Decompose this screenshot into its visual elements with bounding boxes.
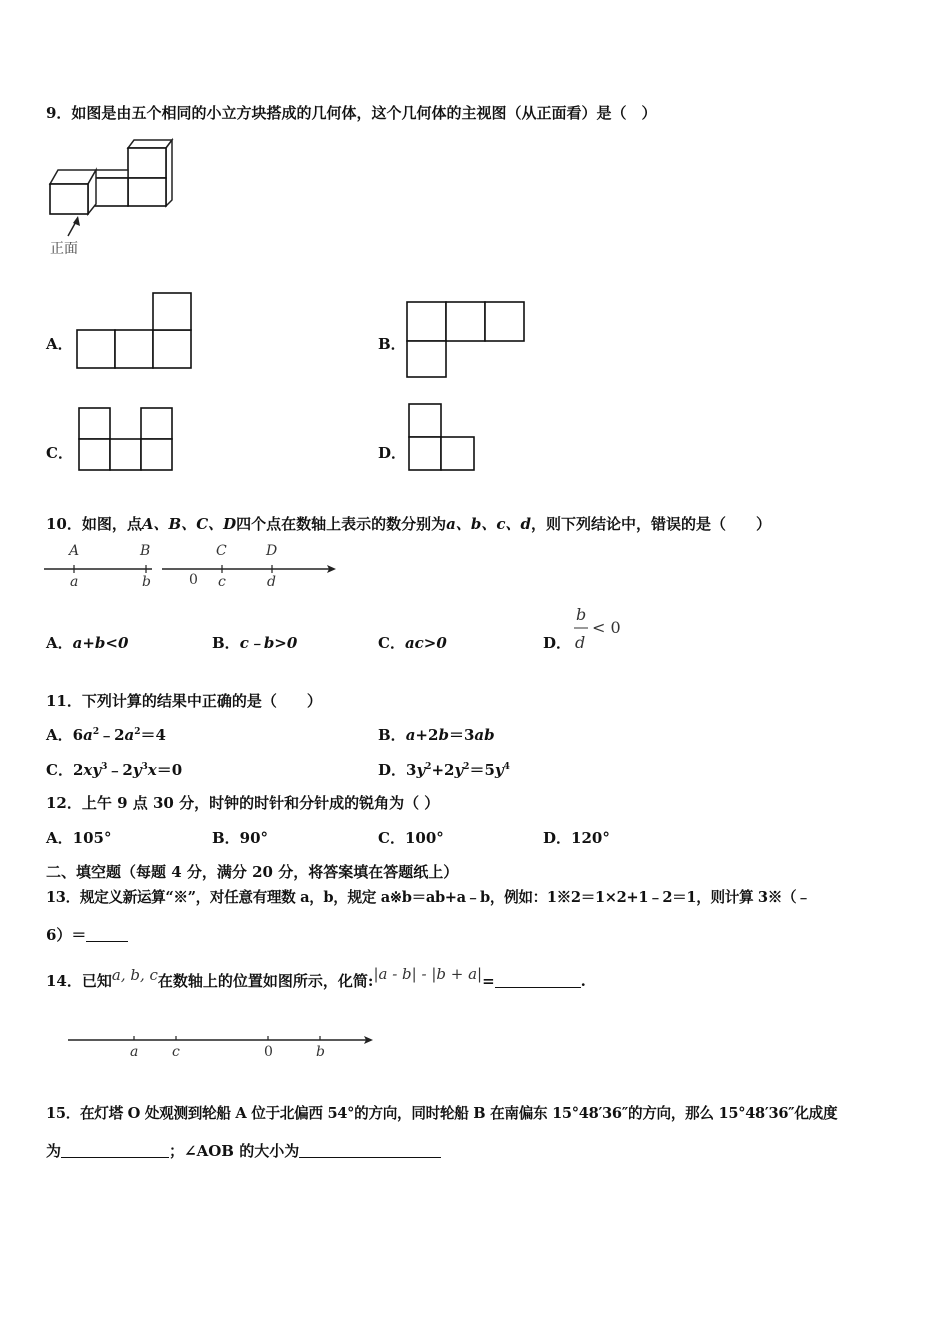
q9-option-d-figure	[408, 403, 480, 475]
fraction-denominator: d	[575, 633, 586, 652]
q9-option-b-label: B．	[378, 335, 406, 353]
axis-value-d: d	[267, 574, 276, 590]
q10-option-d-fraction	[570, 604, 630, 654]
q11-option-b: B．a+2b＝3ab	[378, 726, 495, 744]
axis-label-B: B	[140, 543, 151, 559]
q12-option-d: D．120°	[543, 829, 610, 847]
q10-stem-vars: a、b、c、d	[446, 515, 531, 533]
q13-answer-blank[interactable]	[86, 926, 128, 942]
q14-eq: =	[482, 972, 495, 990]
q11-option-c: C．$2xy^3﹣2y^3x=0$	[46, 761, 183, 779]
q12-option-c: C．100°	[378, 829, 444, 847]
q10-stem-points: A、B、C、D	[141, 515, 237, 533]
q11-option-c-letter: C．	[46, 761, 73, 779]
q10-option-b-letter: B．	[212, 634, 240, 652]
q9-option-d-label: D．	[378, 444, 407, 462]
q9-option-c-label: C．	[46, 444, 73, 462]
q13-line2-text: 6）＝	[46, 926, 87, 944]
q15-line1: 15．在灯塔 O 处观测到轮船 A 位于北偏西 54°的方向，同时轮船 B 在南偏东 15°48′36″的方向，那么 15°48′36″化成度	[46, 1105, 838, 1122]
q12-option-a: A．105°	[46, 829, 112, 847]
q11-option-d-letter: D．	[378, 761, 407, 779]
q10-stem-mid: 四个点在数轴上表示的数分别为	[236, 515, 447, 533]
q10-option-b	[212, 632, 297, 653]
q13-line2	[46, 924, 128, 945]
q14-vars: a, b, c	[111, 966, 158, 984]
q13-line1: 13．规定义新运算“※”，对任意有理数 a，b，规定 a※b＝ab+a﹣b，例如：1※2＝1×2+1﹣2＝1，则计算 3※（﹣	[46, 889, 811, 906]
axis-value-c: c	[218, 574, 226, 590]
q9-option-b-figure	[406, 301, 528, 381]
q9-option-a-figure	[76, 292, 196, 372]
axis-label-D: D	[266, 543, 278, 559]
q11-option-a: A．$6a^2﹣2a^2=4$	[46, 726, 166, 744]
q14-axis-a: a	[130, 1044, 139, 1060]
q10-option-d-letter: D．	[543, 634, 572, 652]
q14-axis-zero: 0	[264, 1044, 273, 1060]
q15-line2-b: ；∠AOB 的大小为	[169, 1142, 300, 1160]
q14-mid: 在数轴上的位置如图所示，化简:	[157, 972, 374, 990]
q10-option-a	[46, 632, 128, 653]
q10-option-c	[378, 632, 447, 653]
q14-axis-b: b	[316, 1044, 325, 1060]
q15-answer-blank-1[interactable]	[61, 1142, 169, 1158]
fraction-relation: < 0	[592, 618, 621, 637]
section-heading: 二、填空题（每题 4 分，满分 20 分，将答案填在答题纸上）	[46, 863, 459, 881]
q10-number-line	[44, 540, 344, 590]
axis-label-C: C	[216, 543, 227, 559]
q9-option-c-figure	[78, 406, 178, 476]
q14-answer-blank[interactable]	[495, 972, 581, 988]
q15-line2	[46, 1140, 441, 1161]
q10-option-b-expr: c﹣b>0	[239, 634, 298, 652]
q14-axis-c: c	[172, 1044, 180, 1060]
q11-option-a-letter: A．	[46, 726, 73, 744]
q11-stem: 11．下列计算的结果中正确的是（ ）	[46, 692, 322, 710]
q12-stem: 12．上午 9 点 30 分，时钟的时针和分针成的锐角为（ ）	[46, 794, 440, 812]
q10-option-a-expr: a+b<0	[72, 634, 129, 652]
fraction-numerator: b	[576, 605, 587, 624]
q14-stem	[46, 965, 586, 991]
q15-answer-blank-2[interactable]	[299, 1142, 441, 1158]
q14-prefix: 14．已知	[46, 972, 112, 990]
q11-option-b-letter: B．	[378, 726, 406, 744]
q9-option-a-label: A．	[46, 335, 73, 353]
q10-option-c-expr: ac>0	[404, 634, 447, 652]
axis-value-zero: 0	[189, 572, 198, 588]
axis-value-a: a	[70, 574, 79, 590]
q10-stem-suffix: ，则下列结论中，错误的是（ ）	[531, 515, 772, 533]
q10-option-c-letter: C．	[378, 634, 405, 652]
q12-option-b: B．90°	[212, 829, 269, 847]
q10-option-a-letter: A．	[46, 634, 73, 652]
q10-stem	[46, 513, 771, 534]
axis-value-b: b	[142, 574, 151, 590]
q11-option-d: D．$3y^2+2y^2=5y^4$	[378, 761, 510, 779]
q15-line2-a: 为	[46, 1142, 62, 1160]
q10-stem-prefix: 10．如图，点	[46, 515, 142, 533]
q14-number-line	[68, 1030, 388, 1066]
q9-figure-label: 正面	[50, 241, 78, 257]
axis-label-A: A	[69, 543, 80, 559]
q14-expr: |a - b| - |b + a|	[373, 965, 483, 983]
q14-end: .	[580, 972, 586, 990]
q9-stem: 9．如图是由五个相同的小立方块搭成的几何体，这个几何体的主视图（从正面看）是（ ）	[46, 104, 657, 122]
